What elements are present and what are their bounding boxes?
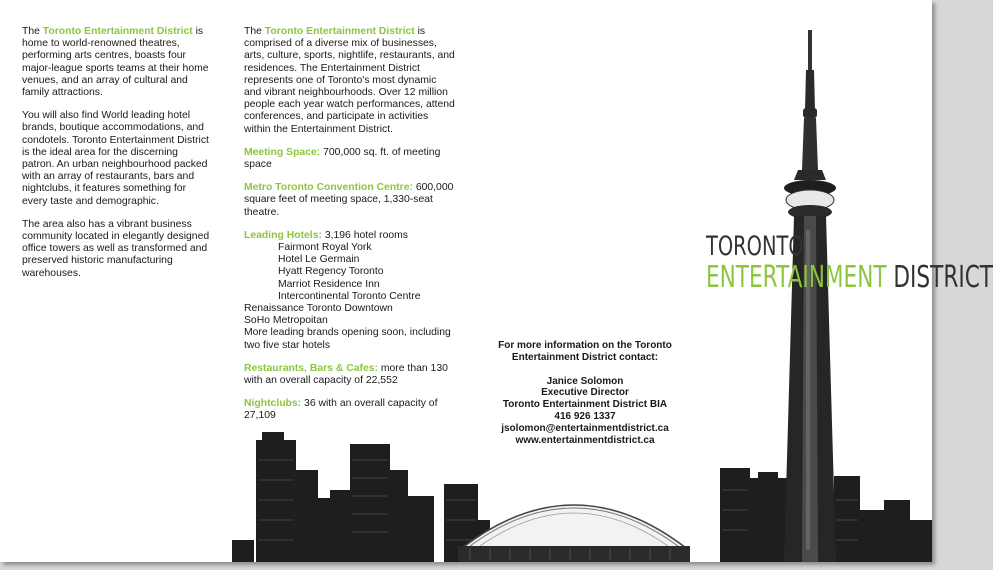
overview-text-rest: is comprised of a diverse mix of businesses, arts, culture, sports, nightlife, restaurants, and residences. The Entertainment District represents one of Toronto's most dynamic and vibrant neighbourhoods. Over 12 million people each year watch performances, attend conferences, and participate in activities within the Entertainment District. — [244, 26, 455, 135]
nightclubs-label: Nightclubs: — [244, 398, 302, 410]
district-name-highlight: Toronto Entertainment District — [264, 26, 415, 37]
restaurants-value: more than 130 with an overall capacity of 22,552 — [244, 362, 448, 387]
district-name-highlight: Toronto Entertainment District — [42, 26, 193, 37]
hotel-list-item: Renaissance Toronto Downtown — [244, 303, 393, 315]
contact-heading-line2: Entertainment District contact: — [511, 351, 659, 363]
hotel-list-item: SoHo Metropoitan — [244, 315, 328, 327]
contact-organization: Toronto Entertainment District BIA — [502, 399, 668, 411]
contact-role: Executive Director — [541, 387, 629, 399]
contact-heading: For more information on the Toronto — [498, 340, 672, 351]
meeting-space-fact — [244, 147, 456, 171]
intro-text-start: The — [22, 26, 43, 37]
district-wordmark — [706, 232, 993, 294]
restaurants-fact — [244, 363, 456, 387]
contact-website: www.entertainmentdistrict.ca — [515, 434, 655, 446]
intro-text-rest: is home to world-renowned theatres, performing arts centres, boasts four major-league sports teams at their home venues, and an array of cultural and family attractions. — [22, 26, 209, 99]
hotels-fact — [244, 230, 456, 352]
convention-centre-fact — [244, 182, 456, 219]
business-paragraph: The area also has a vibrant business community located in elegantly designed office towers as well as transformed and preserved historic manufacturing warehouses. — [22, 218, 210, 279]
contact-name: Janice Solomon — [546, 375, 624, 387]
convention-centre-value: 600,000 square feet of meeting space, 1,330-seat theatre. — [244, 182, 454, 218]
overview-paragraph — [244, 26, 456, 136]
restaurants-label: Restaurants, Bars & Cafes: — [244, 362, 378, 374]
hotel-list-item: Marriot Residence Inn — [278, 278, 380, 290]
hotel-list-note: More leading brands opening soon, including two five star hotels — [244, 327, 451, 351]
contact-phone: 416 926 1337 — [554, 410, 616, 422]
contact-email: jsolomon@entertainmentdistrict.ca — [501, 422, 669, 434]
hotel-list-item: Intercontinental Toronto Centre — [278, 290, 421, 302]
nightclubs-fact — [244, 398, 456, 422]
meeting-space-value: 700,000 sq. ft. of meeting space — [244, 146, 441, 171]
facts-column — [244, 26, 456, 434]
convention-centre-label: Metro Toronto Convention Centre: — [244, 182, 413, 194]
overview-text-start: The — [244, 26, 265, 37]
hotel-list-item: Hyatt Regency Toronto — [278, 266, 384, 278]
meeting-space-label: Meeting Space: — [244, 146, 321, 158]
hotels-label: Leading Hotels: — [244, 229, 322, 241]
wordmark-district: DISTRICT — [886, 260, 993, 295]
hotel-list-item: Fairmont Royal York — [278, 242, 372, 254]
hotels-value: 3,196 hotel rooms — [321, 229, 409, 241]
cn-tower-illustration — [784, 30, 836, 562]
intro-paragraph — [22, 26, 212, 99]
hotel-list-item: Hotel Le Germain — [278, 254, 360, 266]
nightclubs-value: 36 with an overall capacity of 27,109 — [244, 398, 438, 422]
hotels-paragraph: You will also find World leading hotel brands, boutique accommodations, and condotels. Toronto Entertainment District is the ideal area for the discerning patron. An urban neighbourhood packed with an array of restaurants, bars and nightclubs, it features something for every taste and demographic. — [22, 110, 209, 207]
wordmark-entertainment: ENTERTAINMENT — [706, 260, 887, 295]
intro-column — [22, 26, 212, 291]
wordmark-line1: TORONTO — [706, 231, 804, 262]
contact-block — [482, 340, 688, 446]
wordmark-line2 — [706, 262, 993, 294]
